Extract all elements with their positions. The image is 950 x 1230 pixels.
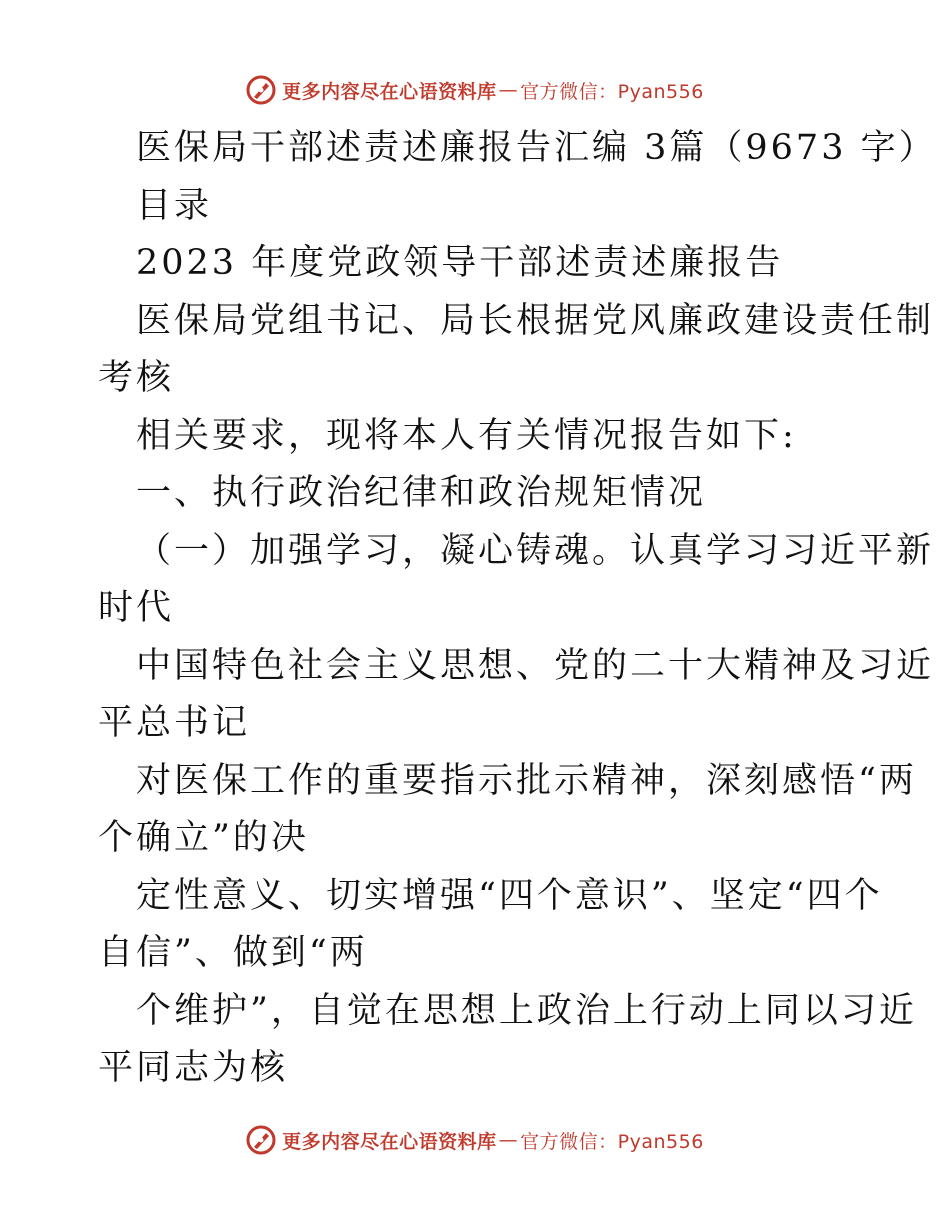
watermark-dash: —: [498, 79, 519, 101]
text-line: 相关要求，现将本人有关情况报告如下:: [136, 415, 797, 456]
watermark-contact: 官方微信：Pyan556: [520, 80, 704, 103]
text-line: 个维护”，自觉在思想上政治上行动上同以习近: [136, 990, 917, 1031]
watermark-footer: [0, 1120, 950, 1160]
text-line: 2023 年度党政领导干部述责述廉报告: [136, 243, 784, 283]
text-line: 平总书记: [98, 703, 251, 743]
text-line: 平同志为核: [98, 1048, 289, 1088]
text-line: （一）加强学习，凝心铸魂。认真学习习近平新: [136, 530, 935, 571]
watermark-header: [0, 70, 950, 110]
text-line: 定性意义、切实增强“四个意识”、坚定“四个: [136, 875, 883, 916]
watermark-text: 更多内容尽在心语资料库: [282, 1130, 497, 1153]
watermark-text: 更多内容尽在心语资料库: [282, 80, 497, 103]
text-line: 医保局党组书记、局长根据党风廉政建设责任制: [136, 300, 935, 341]
document-body: [98, 120, 937, 1098]
text-line: 时代: [98, 588, 175, 628]
text-line: 中国特色社会主义思想、党的二十大精神及习近: [136, 645, 935, 686]
text-line: 一、执行政治纪律和政治规矩情况: [136, 473, 707, 513]
pen-logo-icon: [246, 75, 276, 105]
text-line: 目录: [136, 185, 213, 226]
text-line: 个确立”的决: [98, 818, 309, 858]
text-line: 对医保工作的重要指示批示精神，深刻感悟“两: [136, 760, 917, 801]
pen-logo-icon: [246, 1125, 276, 1155]
text-line: 考核: [98, 358, 175, 398]
watermark-dash: —: [498, 1129, 519, 1151]
watermark-contact: 官方微信：Pyan556: [520, 1130, 704, 1153]
text-line: 医保局干部述责述廉报告汇编 3篇（9673 字）: [136, 128, 937, 168]
text-line: 自信”、做到“两: [98, 933, 368, 973]
